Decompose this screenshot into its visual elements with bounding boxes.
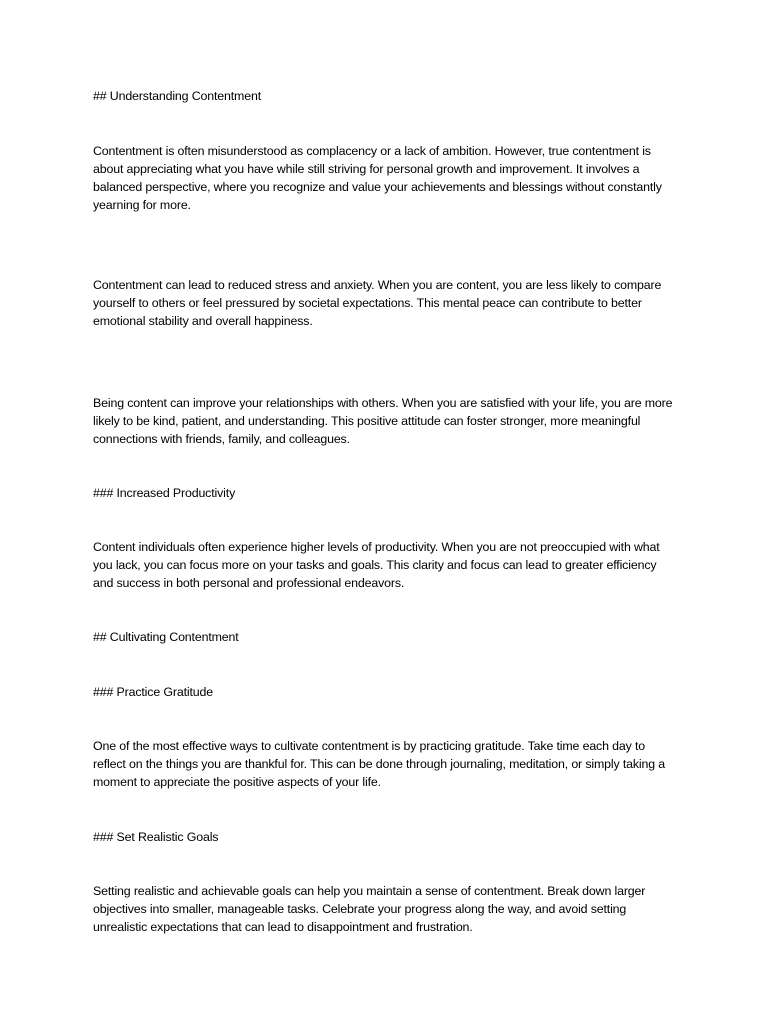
paragraph-contentment-definition: Contentment is often misunderstood as complacency or a lack of ambition. However, true contentment is about appreciating what you have while still striving for personal growth and improvement. It involves a balanced perspective, where you recognize and value your achievements and blessings without constantly yearning for more.	[93, 144, 662, 212]
heading-increased-productivity: ### Increased Productivity	[93, 486, 236, 500]
paragraph-relationships: Being content can improve your relationships with others. When you are satisfied with your life, you are more likely to be kind, patient, and understanding. This positive attitude can foster stronger, more meaningful connections with friends, family, and colleagues.	[93, 396, 673, 446]
paragraph-productivity: Content individuals often experience higher levels of productivity. When you are not preoccupied with what you lack, you can focus more on your tasks and goals. This clarity and focus can lead to greater efficiency and success in both personal and professional endeavors.	[93, 540, 660, 590]
paragraph-realistic-goals: Setting realistic and achievable goals can help you maintain a sense of contentment. Break down larger objectives into smaller, manageable tasks. Celebrate your progress along the way, and avoid setting unrealistic expectations that can lead to disappointment and frustration.	[93, 884, 646, 934]
heading-practice-gratitude: ### Practice Gratitude	[93, 685, 213, 699]
paragraph-reduced-stress: Contentment can lead to reduced stress and anxiety. When you are content, you are less likely to compare yourself to others or feel pressured by societal expectations. This mental peace can contribute to better emotional stability and overall happiness.	[93, 278, 662, 328]
heading-set-realistic-goals: ### Set Realistic Goals	[93, 830, 219, 844]
heading-cultivating-contentment: ## Cultivating Contentment	[93, 630, 239, 644]
heading-understanding-contentment: ## Understanding Contentment	[93, 89, 262, 103]
paragraph-gratitude: One of the most effective ways to cultivate contentment is by practicing gratitude. Take time each day to reflect on the things you are thankful for. This can be done through journaling, meditation, or simply taking a moment to appreciate the positive aspects of your life.	[93, 739, 666, 789]
